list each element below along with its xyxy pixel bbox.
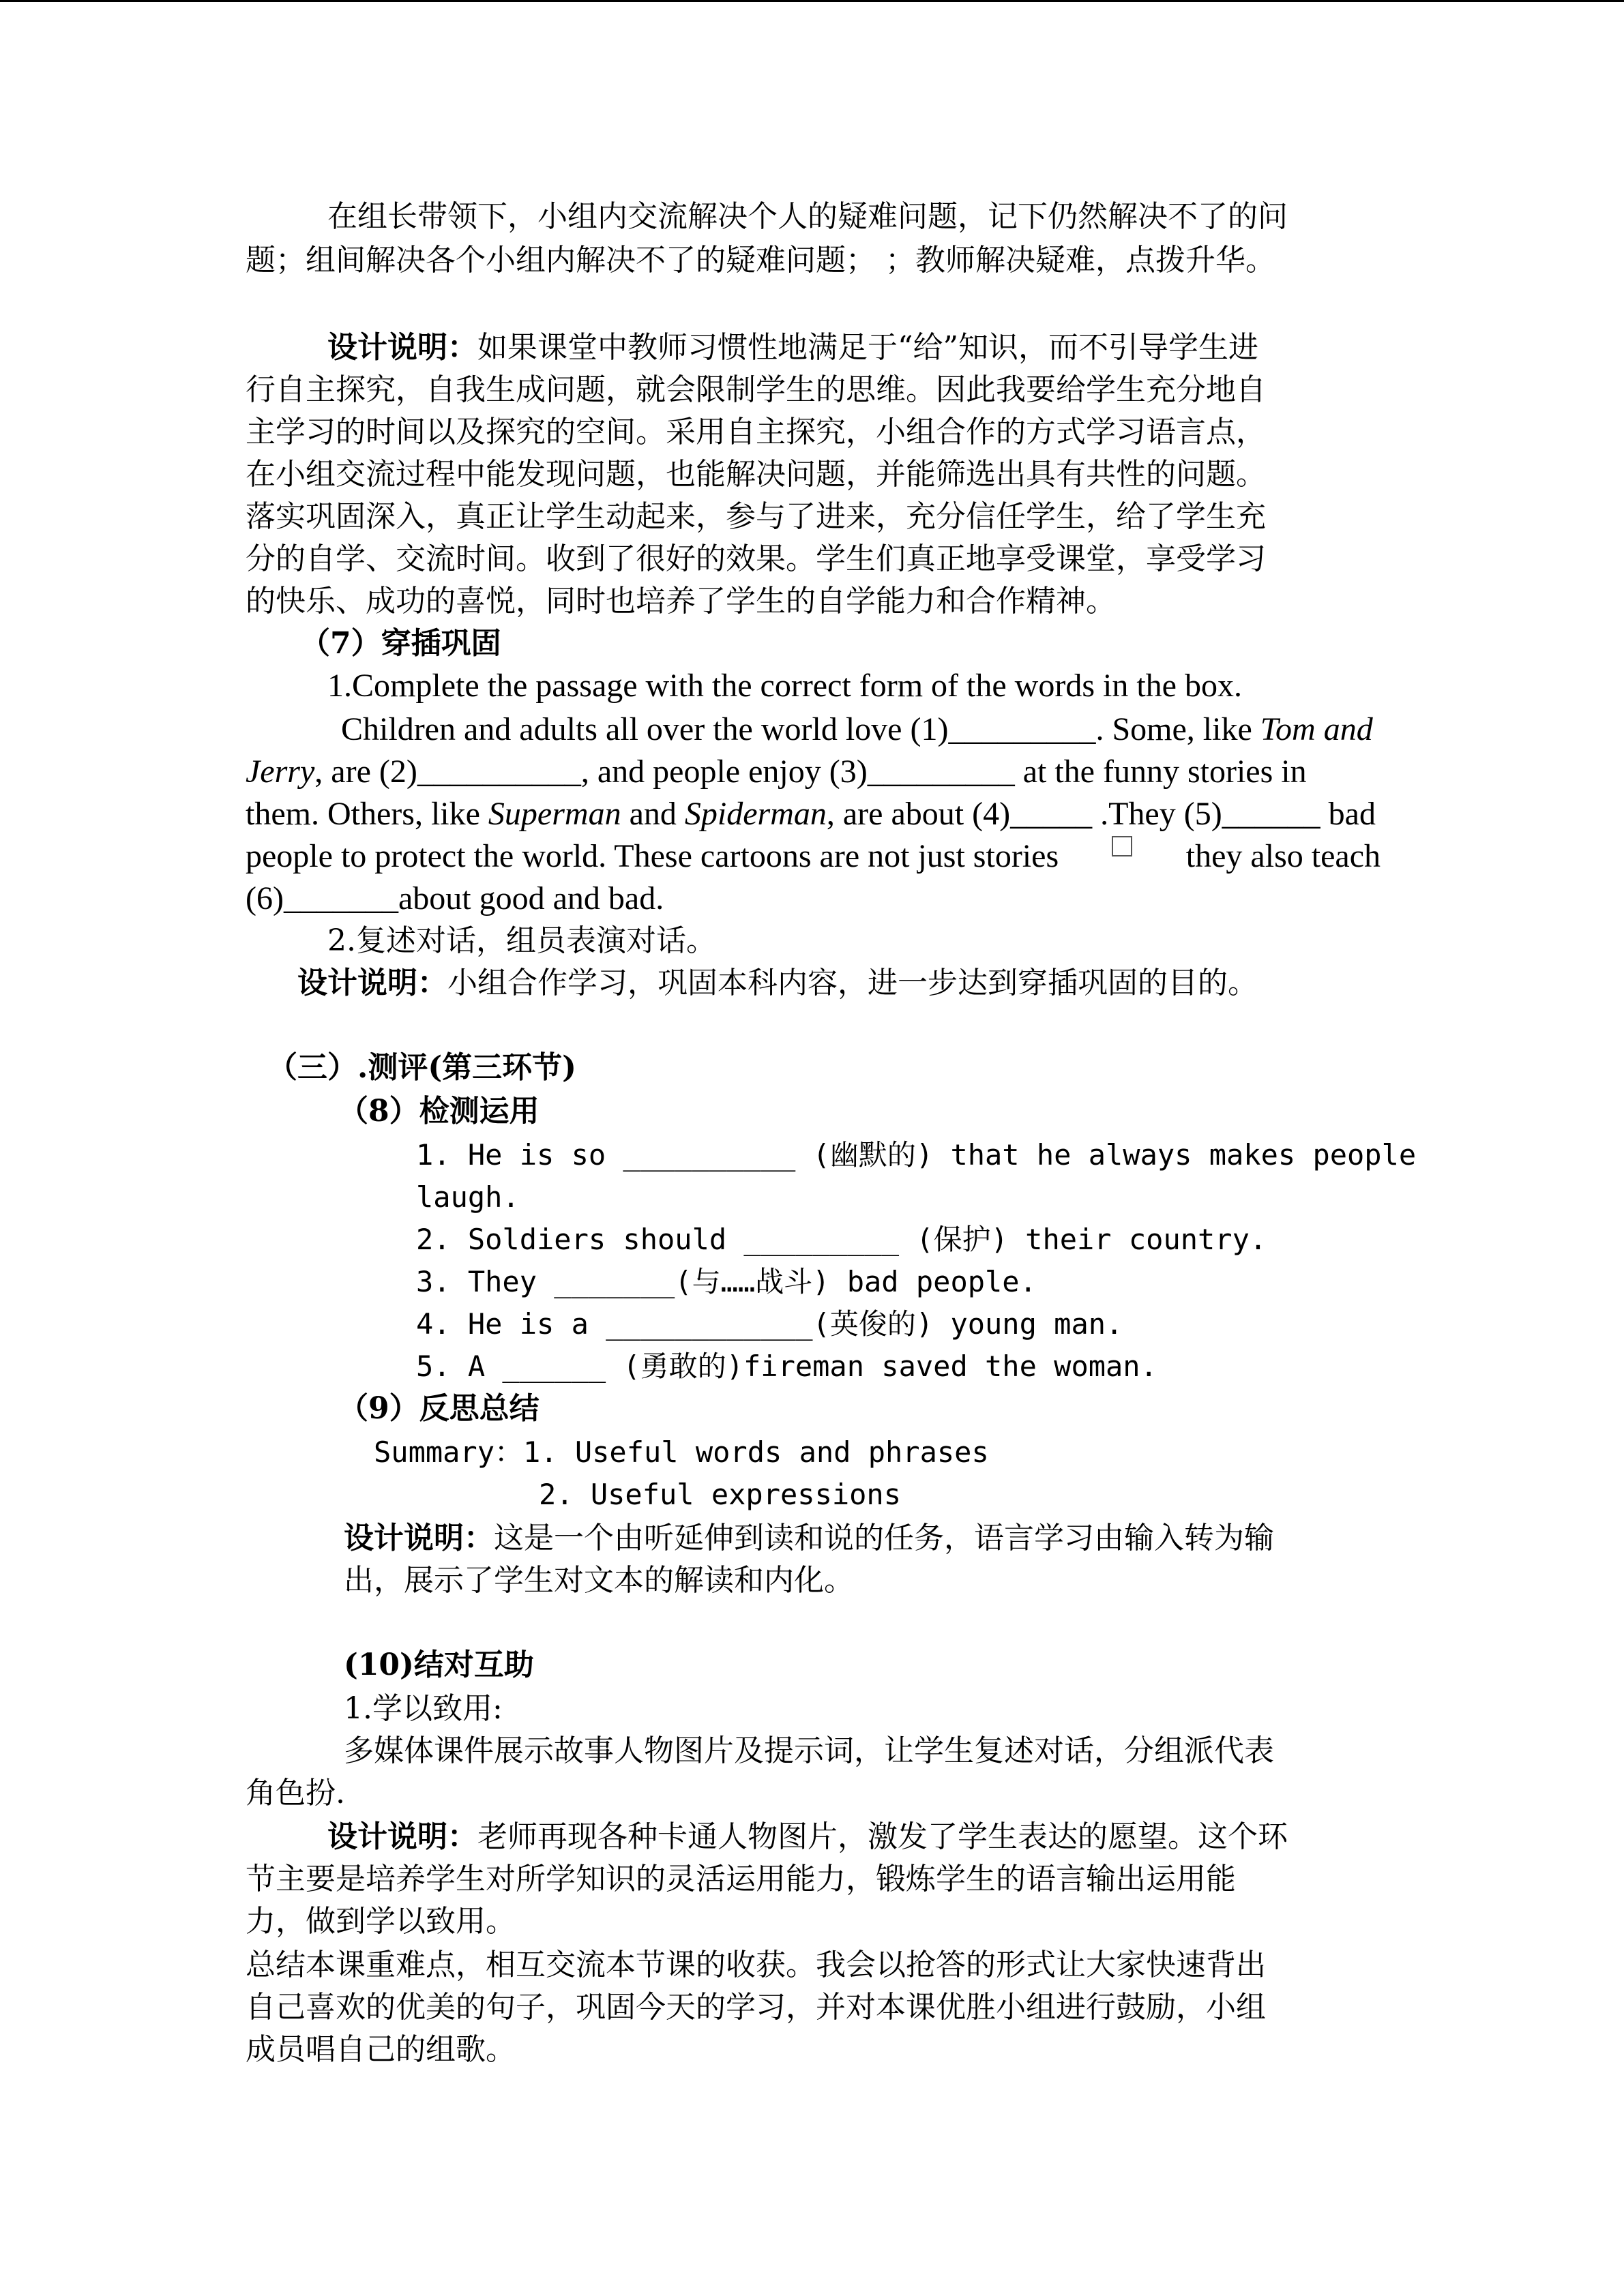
exercise-item-1: 1. He is so __________ (幽默的) that he always makes people [416, 1138, 1417, 1172]
section9-design-note [344, 1518, 1274, 1559]
passage-line2 [246, 751, 1381, 792]
passage-text: , are (2)__________, and people enjoy (3)_________ at the funny stories in [314, 754, 1307, 790]
page-top-border [0, 0, 1624, 2]
section10-summary-line1: 总结本课重难点，相互交流本节课的收获。我会以抢答的形式让大家快速背出 [246, 1948, 1266, 1982]
design-note-1-line5: 落实巩固深入，真正让学生动起来，参与了进来，充分信任学生，给了学生充 [246, 499, 1266, 534]
section10-design-note-line3: 力，做到学以致用。 [246, 1904, 516, 1939]
design-note-1-line3: 主学习的时间以及探究的空间。采用自主探究，小组合作的方式学习语言点， [246, 415, 1266, 449]
section9-heading: （9）反思总结 [338, 1391, 540, 1426]
passage-text: Children and adults all over the world love (1)_________. Some, like [341, 711, 1260, 747]
passage-line3 [246, 794, 1376, 835]
part3-heading: （三）.测评(第三环节) [267, 1050, 576, 1085]
passage-title-italic: Tom and [1260, 711, 1373, 747]
design-note-1-line7: 的快乐、成功的喜悦，同时也培养了学生的自学能力和合作精神。 [246, 584, 1116, 618]
passage-line5: (6)_______about good and bad. [246, 880, 664, 916]
passage-text: people to protect the world. These cartoons are not just stories [246, 838, 1059, 874]
section7-task2: 2.复述对话，组员表演对话。 [327, 923, 716, 958]
exercise-item-5: 5. A ______ (勇敢的)fireman saved the woman. [416, 1350, 1157, 1383]
section10-text-line2: 角色扮. [246, 1776, 345, 1810]
para1-line1: 在组长带领下，小组内交流解决个人的疑难问题，记下仍然解决不了的问 [327, 199, 1288, 234]
exercise-item-3: 3. They _______(与……战斗) bad people. [416, 1265, 1037, 1298]
section10-design-note-line2: 节主要是培养学生对所学知识的灵活运用能力，锻炼学生的语言输出运用能 [246, 1862, 1236, 1896]
section7-heading: （7）穿插巩固 [300, 626, 501, 661]
passage-text: , are about (4)_____ .They (5)______ bad [826, 796, 1376, 832]
section10-summary-line2: 自己喜欢的优美的句子，巩固今天的学习，并对本课优胜小组进行鼓励，小组 [246, 1990, 1266, 2025]
para1-line2: 题；组间解决各个小组内解决不了的疑难问题； ；教师解决疑难，点拨升华。 [246, 243, 1275, 278]
missing-glyph-box-icon [1112, 836, 1132, 856]
section7-task1: 1.Complete the passage with the correct form of the words in the box. [327, 668, 1242, 704]
exercise-item-2: 2. Soldiers should _________ (保护) their country. [416, 1223, 1267, 1256]
passage-line1 [341, 709, 1373, 750]
design-note-label: 设计说明： [327, 330, 477, 365]
design-note-text: 如果课堂中教师习惯性地满足于“给”知识，而不引导学生进 [477, 330, 1258, 365]
design-note-label: 设计说明： [297, 966, 447, 1000]
design-note-1-first-line [327, 327, 1258, 368]
design-note-text: 小组合作学习，巩固本科内容，进一步达到穿插巩固的目的。 [447, 966, 1258, 1000]
exercise-item-4: 4. He is a ____________(英俊的) young man. [416, 1307, 1123, 1341]
exercise-item-1-cont: laugh. [416, 1180, 520, 1214]
design-note-1-line6: 分的自学、交流时间。收到了很好的效果。学生们真正地享受课堂，享受学习 [246, 541, 1266, 576]
design-note-1-line4: 在小组交流过程中能发现问题，也能解决问题，并能筛选出具有共性的问题。 [246, 457, 1266, 492]
summary-line-2: 2. Useful expressions [539, 1478, 902, 1511]
passage-line4 [246, 836, 1381, 877]
passage-spiderman: Spiderman [684, 796, 827, 832]
design-note-text: 老师再现各种卡通人物图片，激发了学生表达的愿望。这个环 [477, 1819, 1288, 1854]
passage-superman: Superman [488, 796, 621, 832]
design-note-text: 这是一个由听延伸到读和说的任务，语言学习由输入转为输 [494, 1521, 1274, 1555]
passage-text: and [621, 796, 685, 832]
section10-design-note [327, 1817, 1288, 1858]
passage-text: them. Others, like [246, 796, 488, 832]
design-note-1-line2: 行自主探究，自我生成问题，就会限制学生的思维。因此我要给学生充分地自 [246, 372, 1266, 407]
design-note-label: 设计说明： [344, 1521, 494, 1555]
summary-line-1: Summary：1. Useful words and phrases [374, 1435, 989, 1469]
section10-summary-line3: 成员唱自己的组歌。 [246, 2032, 516, 2067]
section9-design-note-line2: 出，展示了学生对文本的解读和内化。 [344, 1563, 854, 1598]
section10-heading: (10)结对互助 [344, 1648, 534, 1682]
passage-title-italic: Jerry [246, 754, 315, 790]
design-note-label: 设计说明： [327, 1819, 477, 1854]
section8-heading: （8）检测运用 [338, 1094, 540, 1129]
passage-text: they also teach [1185, 838, 1381, 874]
section10-text-line1: 多媒体课件展示故事人物图片及提示词，让学生复述对话，分组派代表 [344, 1733, 1274, 1768]
section10-item1: 1.学以致用: [344, 1691, 503, 1726]
section7-design-note [297, 963, 1258, 1004]
